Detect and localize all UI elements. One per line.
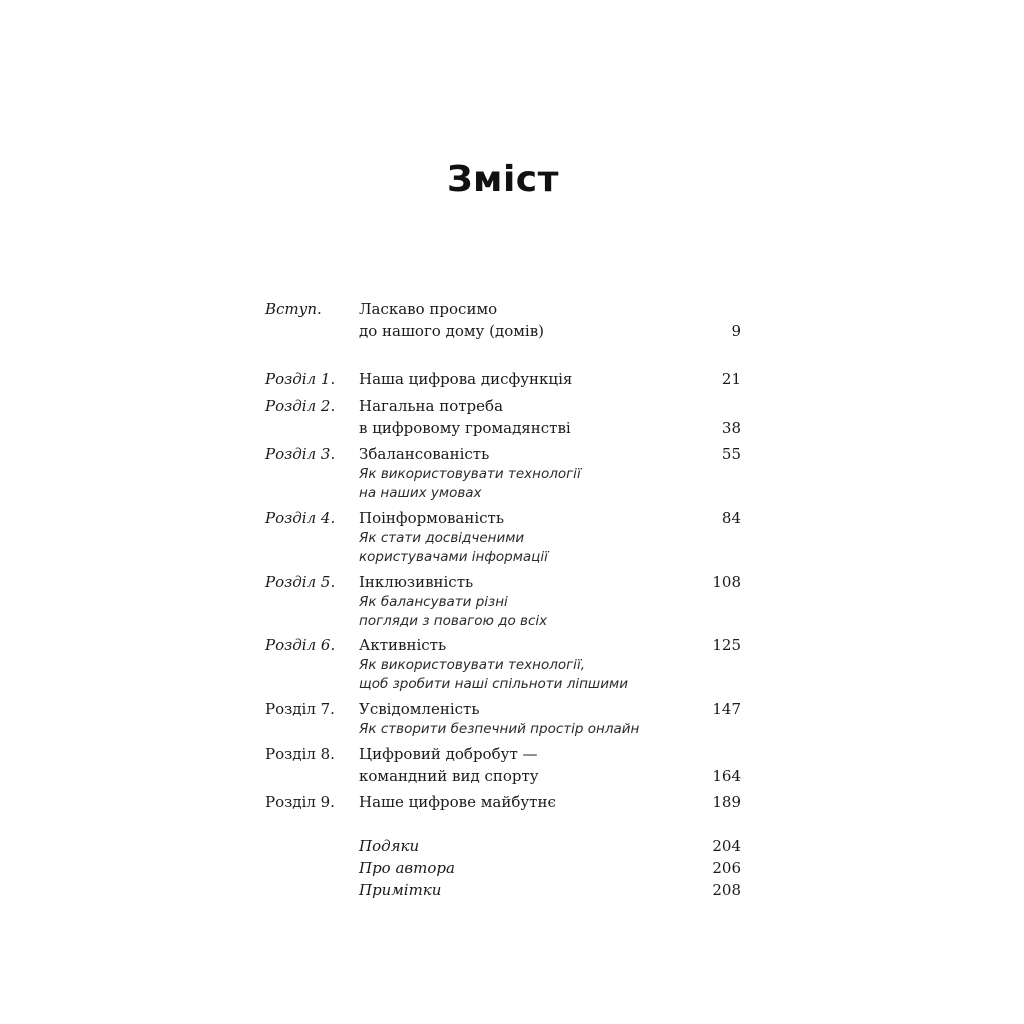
toc-entry-label: Розділ 4. bbox=[265, 509, 336, 527]
toc-entry-label: Розділ 2. bbox=[265, 397, 336, 415]
toc-entry-page-number: 208 bbox=[712, 881, 741, 899]
toc-entry-page-number: 189 bbox=[712, 793, 741, 811]
toc-entry-subtitle-line: погляди з повагою до всіх bbox=[359, 613, 548, 629]
toc-entry-title-line: до нашого дому (домів) bbox=[359, 322, 545, 340]
toc-entry-label: Розділ 1. bbox=[265, 370, 336, 388]
toc-entry-title-line: Наша цифрова дисфункція bbox=[359, 370, 573, 388]
toc-entry-title-line: Збалансованість bbox=[359, 445, 490, 463]
toc-entry-page-number: 9 bbox=[731, 322, 741, 340]
toc-entry-title-line: Усвідомленість bbox=[359, 700, 480, 718]
toc-entry-label: Розділ 3. bbox=[265, 445, 336, 463]
toc-entry-title-line: Примітки bbox=[359, 881, 442, 899]
toc-entry-subtitle-line: щоб зробити наші спільноти ліпшими bbox=[359, 676, 629, 692]
toc-entry-page-number: 84 bbox=[721, 509, 741, 527]
toc-entry-page-number: 164 bbox=[712, 767, 741, 785]
toc-entry-subtitle-line: Як створити безпечний простір онлайн bbox=[359, 721, 640, 737]
toc-entry-subtitle-line: користувачами інформації bbox=[359, 549, 548, 565]
toc-entry-title-line: Активність bbox=[359, 636, 447, 654]
toc-entry-subtitle-line: на наших умовах bbox=[359, 485, 482, 501]
toc-entry-subtitle-line: Як використовувати технології, bbox=[359, 657, 585, 673]
toc-entry-subtitle-line: Як балансувати різні bbox=[359, 594, 508, 610]
toc-entry-label: Вступ. bbox=[265, 300, 322, 318]
toc-entry-title-line: в цифровому громадянстві bbox=[359, 419, 571, 437]
toc-entry-title-line: Нагальна потреба bbox=[359, 397, 504, 415]
page-title: Зміст bbox=[446, 159, 560, 200]
toc-entry-page-number: 21 bbox=[721, 370, 741, 388]
toc-entry-label: Розділ 9. bbox=[265, 793, 335, 811]
toc-entry-title-line: Інклюзивність bbox=[359, 573, 474, 591]
toc-entry-page-number: 147 bbox=[712, 700, 741, 718]
toc-entry-title-line: Про автора bbox=[359, 859, 455, 877]
toc-entry-page-number: 108 bbox=[712, 573, 741, 591]
toc-entry-page-number: 206 bbox=[712, 859, 741, 877]
toc-entry-title-line: командний вид спорту bbox=[359, 767, 539, 785]
toc-entry-title-line: Подяки bbox=[359, 837, 420, 855]
toc-entry-title-line: Цифровий добробут — bbox=[359, 745, 538, 763]
toc-entry-title-line: Наше цифрове майбутнє bbox=[359, 793, 556, 811]
toc-entry-page-number: 204 bbox=[712, 837, 741, 855]
toc-entry-title-line: Поінформованість bbox=[359, 509, 505, 527]
toc-entry-label: Розділ 5. bbox=[265, 573, 336, 591]
toc-entry-label: Розділ 8. bbox=[265, 745, 335, 763]
toc-entry-title-line: Ласкаво просимо bbox=[359, 300, 498, 318]
toc-entry-subtitle-line: Як використовувати технології bbox=[359, 466, 581, 482]
toc-entry-page-number: 55 bbox=[721, 445, 741, 463]
toc-entry-page-number: 125 bbox=[712, 636, 741, 654]
toc-entry-subtitle-line: Як стати досвідченими bbox=[359, 530, 525, 546]
toc-entry-label: Розділ 7. bbox=[265, 700, 335, 718]
toc-entry-label: Розділ 6. bbox=[265, 636, 336, 654]
toc-entry-page-number: 38 bbox=[721, 419, 741, 437]
